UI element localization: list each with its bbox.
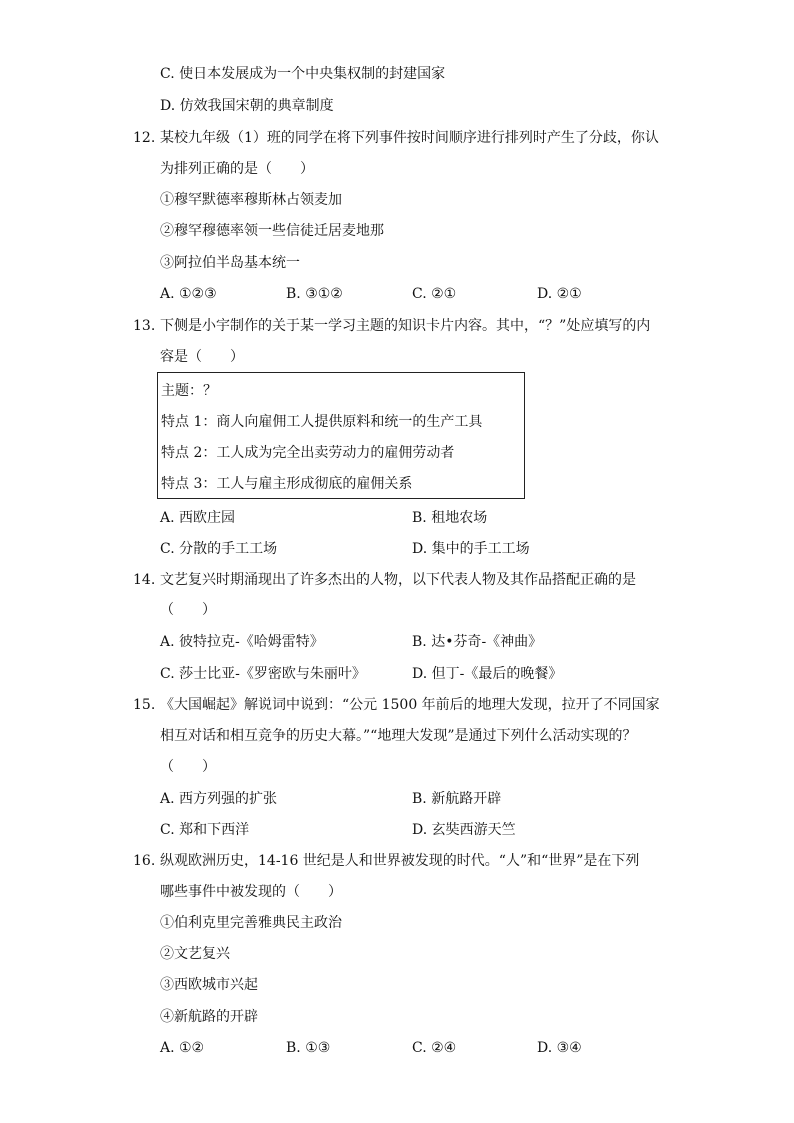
- q15-stem-line3: （ ）: [160, 759, 216, 775]
- q14-option-a: A. 彼特拉克-《哈姆雷特》: [160, 634, 324, 650]
- q13-option-d: D. 集中的手工工场: [412, 541, 530, 557]
- q15-option-b: B. 新航路开辟: [412, 791, 502, 807]
- q14-option-c: C. 莎士比亚-《罗密欧与朱丽叶》: [160, 666, 366, 682]
- q12-stem-line1: 某校九年级（1）班的同学在将下列事件按时间顺序进行排列时产生了分歧，你认: [160, 130, 659, 146]
- q11-option-d: D. 仿效我国宋朝的典章制度: [160, 98, 334, 114]
- q15-number: 15.: [133, 697, 156, 713]
- q12-item-2: ②穆罕穆德率领一些信徒迁居麦地那: [160, 223, 384, 239]
- q13-number: 13.: [133, 318, 156, 334]
- q13-option-a: A. 西欧庄园: [160, 510, 236, 526]
- q14-option-b: B. 达•芬奇-《神曲》: [412, 634, 543, 650]
- card-feature-1: 特点 1：商人向雇佣工人提供原料和统一的生产工具: [161, 414, 483, 430]
- card-topic: 主题：？: [161, 383, 217, 399]
- q16-stem-line2: 哪些事件中被发现的（ ）: [160, 884, 342, 900]
- q15-stem-line1: 《大国崛起》解说词中说到：“公元 1500 年前后的地理大发现，拉开了不同国家: [160, 697, 660, 713]
- q12-option-b: B. ③①②: [286, 286, 343, 302]
- q16-option-a: A. ①②: [160, 1040, 205, 1056]
- card-feature-3: 特点 3：工人与雇主形成彻底的雇佣关系: [161, 476, 413, 492]
- q16-option-b: B. ①③: [286, 1040, 331, 1056]
- q11-option-c: C. 使日本发展成为一个中央集权制的封建国家: [160, 66, 446, 82]
- q12-number: 12.: [133, 130, 156, 146]
- q14-stem-line1: 文艺复兴时期涌现出了许多杰出的人物，以下代表人物及其作品搭配正确的是: [160, 572, 636, 588]
- q14-stem-line2: （ ）: [160, 602, 216, 618]
- q16-item-4: ④新航路的开辟: [160, 1009, 258, 1025]
- card-feature-2: 特点 2：工人成为完全出卖劳动力的雇佣劳动者: [161, 445, 455, 461]
- q12-option-d: D. ②①: [537, 286, 582, 302]
- q12-item-1: ①穆罕默德率穆斯林占领麦加: [160, 192, 342, 208]
- q12-option-c: C. ②①: [412, 286, 457, 302]
- q12-option-a: A. ①②③: [160, 286, 217, 302]
- q13-stem-line2: 容是（ ）: [160, 349, 244, 365]
- q13-option-b: B. 租地农场: [412, 510, 488, 526]
- q15-option-d: D. 玄奘西游天竺: [412, 822, 516, 838]
- q15-stem-line2: 相互对话和相互竞争的历史大幕。”“地理大发现”是通过下列什么活动实现的？: [160, 728, 637, 744]
- q12-item-3: ③阿拉伯半岛基本统一: [160, 255, 300, 271]
- q16-item-1: ①伯利克里完善雅典民主政治: [160, 915, 342, 931]
- q14-number: 14.: [133, 572, 156, 588]
- q16-option-c: C. ②④: [412, 1040, 457, 1056]
- q16-item-2: ②文艺复兴: [160, 946, 230, 962]
- q14-option-d: D. 但丁-《最后的晚餐》: [412, 666, 563, 682]
- q15-option-a: A. 西方列强的扩张: [160, 791, 278, 807]
- q16-number: 16.: [133, 853, 156, 869]
- q16-option-d: D. ③④: [537, 1040, 582, 1056]
- q16-item-3: ③西欧城市兴起: [160, 977, 258, 993]
- q13-stem-line1: 下侧是小宇制作的关于某一学习主题的知识卡片内容。其中，“？”处应填写的内: [160, 318, 651, 334]
- q12-stem-line2: 为排列正确的是（ ）: [160, 161, 314, 177]
- q15-option-c: C. 郑和下西洋: [160, 822, 250, 838]
- q13-option-c: C. 分散的手工工场: [160, 541, 278, 557]
- q16-stem-line1: 纵观欧洲历史，14-16 世纪是人和世界被发现的时代。“人”和“世界”是在下列: [160, 853, 640, 869]
- knowledge-card: [157, 372, 525, 499]
